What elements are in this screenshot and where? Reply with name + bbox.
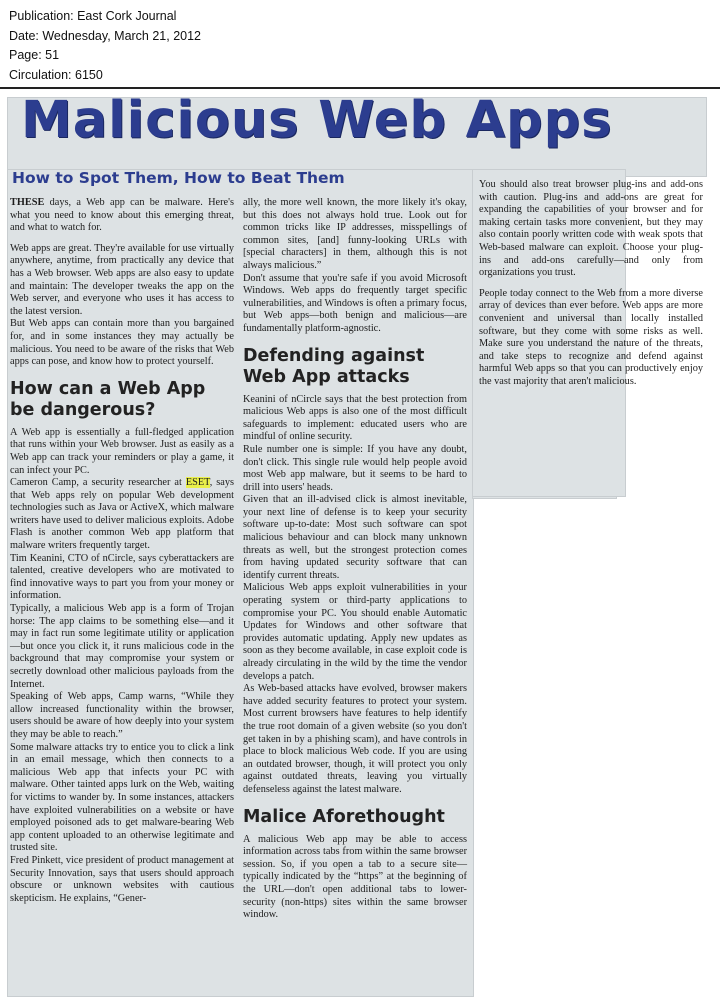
- paragraph: Rule number one is simple: If you have any doubt, don't click. This single rule would help people avoid most Web app malware, but it seems to be hard to drill into users' heads.: [243, 443, 467, 493]
- column-1: [10, 197, 234, 905]
- article-subhead: How to Spot Them, How to Beat Them: [12, 169, 345, 187]
- newspaper-clipping: [7, 91, 707, 997]
- column-2: [243, 197, 467, 922]
- header-divider: [0, 87, 720, 89]
- section-heading: Malice Aforethought: [243, 806, 445, 827]
- paragraph: You should also treat browser plug-ins and add-ons with caution. Plug-ins and add-ons are great for expanding the capabilities of your browser and for making certain tasks more convenient, but they may also contain poorly written code with weak spots that Web-based malware can exploit. Choose your plug-ins and add-ons carefully—and only from organizations you trust.: [479, 179, 703, 279]
- clipping-metadata: [9, 7, 201, 85]
- paragraph: Tim Keanini, CTO of nCircle, says cyberattackers are talented, creative developers who are motivated to find innovative ways to part you from your money or information.: [10, 552, 234, 602]
- column-3: [479, 179, 703, 389]
- paragraph: As Web-based attacks have evolved, browser makers have added security features to protect your system. Most current browsers have features to help identify the true root domain of a given website (so you don't get taken in by a phishing scam), and have controls in place to block malicious Web code. If you are using an outdated browser, though, it will protect you only against outdated threats, leaving you virtually defenseless against the latest malware.: [243, 683, 467, 795]
- paragraph: ally, the more well known, the more likely it's okay, but this does not always hold true. Look out for common tricks like IP addresses, misspellings of common sites, [and] funny-looking URLs with [special characters] in them, although this is not always malicious.”: [243, 197, 467, 271]
- paragraph: Don't assume that you're safe if you avoid Microsoft Windows. Web apps do frequently target specific vulnerabilities, and Windows is often a primary focus, but Web apps—both benign and malicious—are fundamentally platform-agnostic.: [243, 272, 467, 334]
- page-line: Page: 51: [9, 48, 60, 62]
- paragraph: Fred Pinkett, vice president of product management at Security Innovation, says that users should approach obscure or unknown websites with cautious skepticism. He explains, “Gener-: [10, 854, 234, 904]
- paragraph: Given that an ill-advised click is almost inevitable, your next line of defense is to keep your security software up-to-date: Most such software can spot malicious behaviour and can block many unknown threats as well, but the strongest protection comes from having updated security software that can identify current threats.: [243, 494, 467, 581]
- article-headline: Malicious Web Apps: [21, 91, 613, 150]
- paragraph: Web apps are great. They're available for use virtually anywhere, anytime, from practically any device that has a Web browser. Web apps are also easy to update and maintain: The developer tweaks the app on the Web server, and everyone who uses it has access to the latest version.: [10, 242, 234, 317]
- lead-word: THESE: [10, 197, 45, 208]
- paragraph: A malicious Web app may be able to access information across tabs from within the same browser session. So, if you open a tab to a secure site—typically indicated by the “https” at the beginning of the URL—don't open additional tabs to lower-security (non-https) sites within the same browser window.: [243, 833, 467, 921]
- section-heading: How can a Web App be dangerous?: [10, 378, 206, 420]
- paragraph: Some malware attacks try to entice you to click a link in an email message, which then connects to a malicious Web app that infects your PC with malware. Other tainted apps lurk on the Web, waiting for victims to wander by. In some instances, attackers have exploited vulnerabilities on a website or have employed poisoned ads to get malware-bearing Web app content uploaded to an otherwise legitimate and trusted site.: [10, 741, 234, 854]
- paragraph: Malicious Web apps exploit vulnerabilities in your operating system or third-party applications to compromise your PC. You should enable Automatic Updates for Windows and other software that provides automatic updating. Apply new updates as soon as they become available, in case exploit code is already circulating in the wild by the time the vendor develops a patch.: [243, 582, 467, 682]
- paragraph: A Web app is essentially a full-fledged application that runs within your Web browser. Just as easily as a Web app can track your reminders or play a game, it can infect your PC.: [10, 426, 234, 476]
- date-line: Date: Wednesday, March 21, 2012: [9, 28, 202, 43]
- highlighted-text: ESET: [185, 477, 210, 489]
- paragraph: But Web apps can contain more than you bargained for, and in some instances they may actually be malicious. You need to be aware of the risks that Web apps can pose, and know how to protect yourself.: [10, 318, 234, 368]
- publication-line: Publication: East Cork Journal: [9, 9, 177, 23]
- circulation-line: Circulation: 6150: [9, 67, 103, 82]
- paragraph: Typically, a malicious Web app is a form of Trojan horse: The app claims to be something else—and it may in fact run some legitimate utility or application—but once you click it, it runs malicious code in the background that may compromise your system or secretly download other malicious payloads from the Internet.: [10, 603, 234, 690]
- section-heading: Defending against Web App attacks: [243, 345, 425, 387]
- paragraph: People today connect to the Web from a more diverse array of devices than ever before. Web apps are more convenient and universal than locally installed software, but they come with some risks as well. Make sure you understand the nature of the threats, and take steps to recognize and defend against harmful Web apps so that you can productively enjoy the vast majority that aren't malicious.: [479, 287, 703, 387]
- paragraph: Cameron Camp, a security researcher at ESET, says that Web apps rely on popular Web development technologies such as Java or ActiveX, which malware writers have used to deliver malicious exploits. Adobe Flash is another common Web app platform that malware writers frequently target.: [10, 477, 234, 552]
- paragraph: Speaking of Web apps, Camp warns, “While they allow increased functionality within the browser, users should be aware of how deeply into your system they may be able to reach.”: [10, 691, 234, 740]
- paragraph: Keanini of nCircle says that the best protection from malicious Web apps is also one of the most difficult safeguards to implement: educated users who are mindful of online security.: [243, 393, 467, 443]
- paragraph: THESE days, a Web app can be malware. Here's what you need to know about this emerging threat, and what to watch for.: [10, 197, 234, 234]
